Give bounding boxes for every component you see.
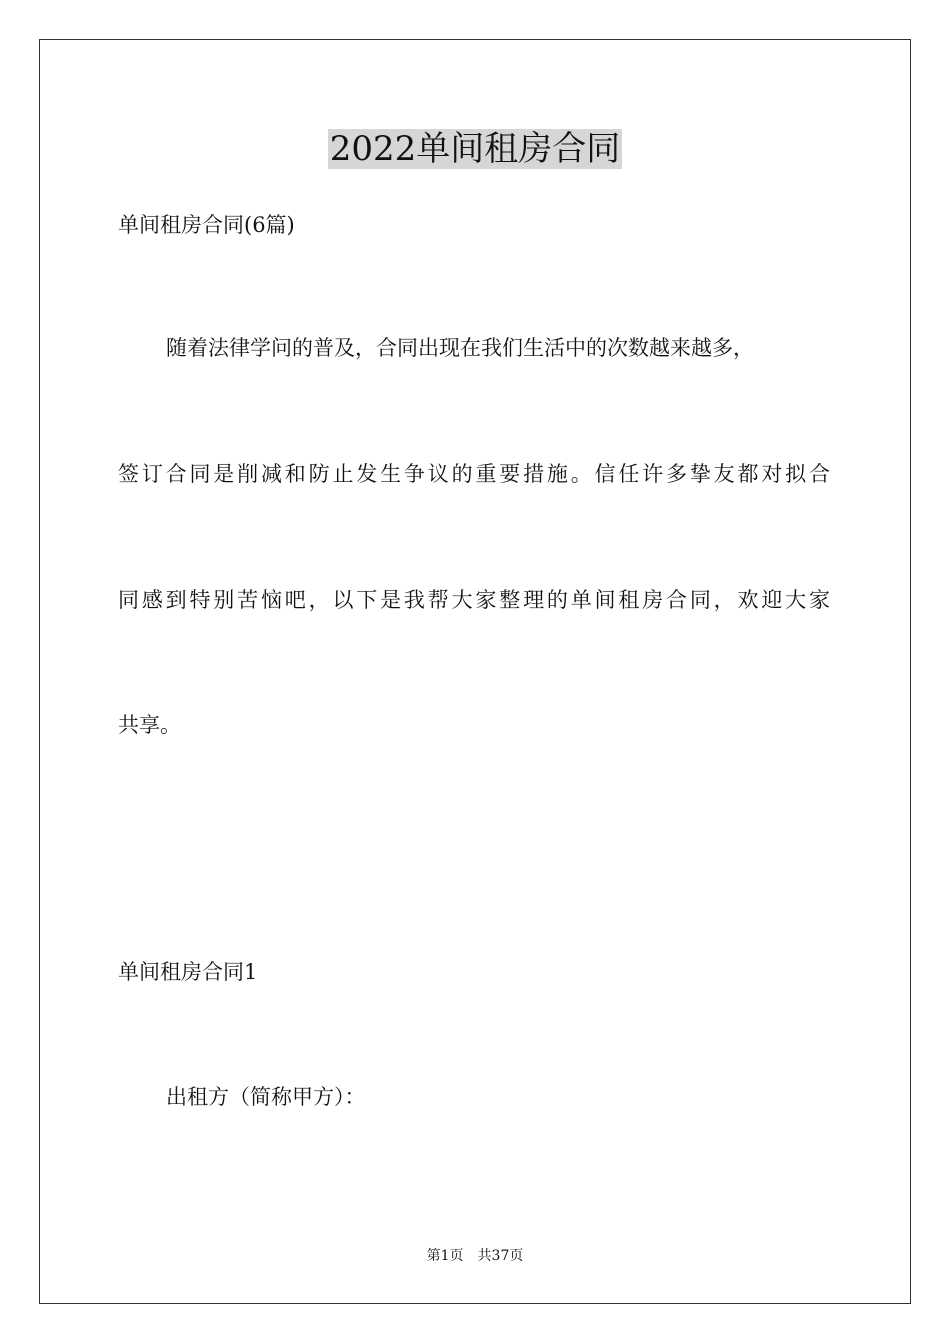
document-title-text: 2022单间租房合同 bbox=[329, 129, 621, 169]
section-heading: 单间租房合同1 bbox=[118, 960, 258, 984]
page-footer: 第1页 共37页 bbox=[426, 1248, 524, 1264]
intro-line-2: 签订合同是削减和防止发生争议的重要措施。信任许多挚友都对拟合 bbox=[118, 462, 831, 486]
document-title bbox=[0, 128, 950, 170]
lessor-line: 出租方（简称甲方）： bbox=[166, 1085, 366, 1109]
intro-line-4: 共享。 bbox=[118, 713, 181, 737]
document-subtitle: 单间租房合同(6篇) bbox=[118, 213, 295, 237]
intro-line-1: 随着法律学问的普及，合同出现在我们生活中的次数越来越多， bbox=[166, 336, 754, 360]
intro-line-3: 同感到特别苦恼吧，以下是我帮大家整理的单间租房合同，欢迎大家 bbox=[118, 588, 831, 612]
